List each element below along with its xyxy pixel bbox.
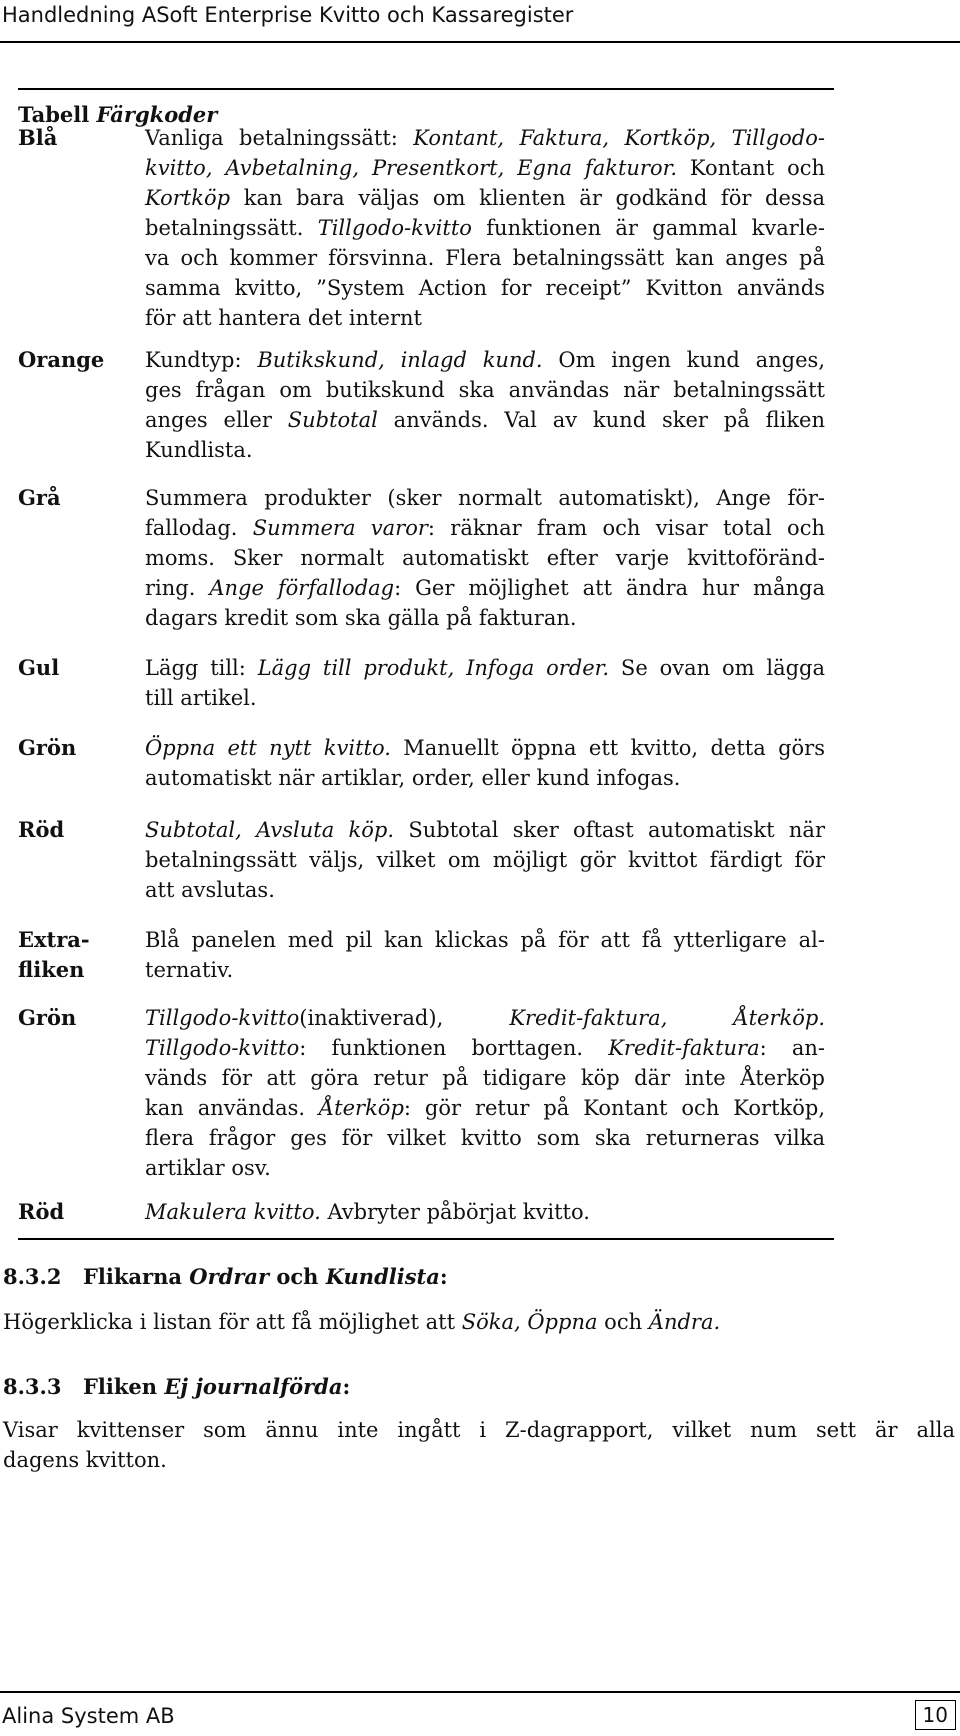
description-line	[145, 573, 825, 603]
section-heading	[3, 1262, 448, 1292]
text-run: Blå panelen med pil kan klickas på för att få ytterligare al-	[145, 928, 825, 952]
table-bottom-rule	[18, 1238, 834, 1240]
table-caption-prefix: Tabell	[18, 102, 90, 127]
text-run: : funktionen borttagen.	[299, 1036, 609, 1060]
emphasis-text: Kredit-faktura	[608, 1036, 760, 1060]
description-line	[145, 1197, 825, 1227]
text-run: Subtotal sker oftast automatiskt när	[394, 818, 825, 842]
table-caption-title: Färgkoder	[96, 102, 218, 127]
paragraph-line	[3, 1445, 955, 1475]
emphasis-text: Ej journalförda	[164, 1374, 343, 1399]
text-run: att avslutas.	[145, 878, 275, 902]
description-line	[145, 483, 825, 513]
emphasis-text: Tillgodo-kvitto	[317, 216, 472, 240]
text-run: Summera produkter (sker normalt automatiskt), Ange för-	[145, 486, 825, 510]
text-run: till artikel.	[145, 686, 257, 710]
description-line	[145, 955, 825, 985]
color-label-text: Orange	[18, 347, 105, 372]
text-run: vänds för att göra retur på tidigare köp där inte Återköp	[145, 1066, 825, 1090]
text-run: betalningssätt väljs, vilket om möjligt gör kvittot färdigt för	[145, 848, 825, 872]
emphasis-text: Butikskund, inlagd kund.	[257, 348, 543, 372]
emphasis-text: kvitto, Avbetalning, Presentkort, Egna fakturor.	[145, 156, 677, 180]
text-run: Fliken	[83, 1374, 165, 1399]
table-top-rule	[18, 88, 834, 90]
description-line	[145, 1153, 825, 1183]
running-header: Handledning ASoft Enterprise Kvitto och Kassaregister	[2, 3, 574, 27]
text-run: flera frågor ges för vilket kvitto som ska returneras vilka	[145, 1126, 825, 1150]
description-line	[145, 653, 825, 683]
paragraph-line	[3, 1415, 955, 1445]
color-label	[18, 815, 64, 845]
text-run: (inaktiverad),	[299, 1006, 510, 1030]
description-line	[145, 213, 825, 243]
text-run: automatiskt när artiklar, order, eller kund infogas.	[145, 766, 681, 790]
description-line	[145, 123, 825, 153]
text-run: : an-	[759, 1036, 825, 1060]
emphasis-text: Kortköp	[145, 186, 231, 210]
text-run: : gör retur på Kontant och Kortköp,	[403, 1096, 826, 1120]
emphasis-text: Ange förfallodag	[209, 576, 395, 600]
text-run: va och kommer försvinna. Flera betalningssätt kan anges på	[145, 246, 825, 270]
color-label	[18, 345, 104, 375]
header-rule	[0, 41, 960, 43]
emphasis-text: Summera varor	[252, 516, 428, 540]
description-line	[145, 683, 825, 713]
text-run: Lägg till:	[145, 656, 258, 680]
description-line	[145, 815, 825, 845]
text-run: Visar kvittenser som ännu inte ingått i Z-dagrapport, vilket num sett är alla	[3, 1418, 955, 1442]
section-number: 8.3.3	[3, 1374, 62, 1399]
text-run: :	[342, 1374, 351, 1399]
description-line	[145, 763, 825, 793]
color-label-text: Extra-	[18, 927, 90, 952]
text-run: samma kvitto, ”System Action for receipt” Kvitton används	[145, 276, 825, 300]
section-number: 8.3.2	[3, 1264, 62, 1289]
color-description	[145, 1197, 825, 1227]
color-description	[145, 345, 825, 465]
text-run: Flikarna	[83, 1264, 190, 1289]
emphasis-text: Makulera kvitto.	[145, 1200, 321, 1224]
text-run: :	[439, 1264, 448, 1289]
text-run: och	[269, 1264, 326, 1289]
color-label-text: Röd	[18, 1199, 65, 1224]
color-label-text: Grön	[18, 735, 77, 760]
description-line	[145, 1033, 825, 1063]
color-description	[145, 815, 825, 905]
color-label	[18, 483, 61, 513]
text-run: dagars kredit som ska gälla på fakturan.	[145, 606, 577, 630]
description-line	[145, 1123, 825, 1153]
description-line	[145, 303, 825, 333]
color-label	[18, 123, 57, 153]
text-run: betalningssätt.	[145, 216, 318, 240]
emphasis-text: Tillgodo-kvitto	[145, 1036, 300, 1060]
emphasis-text: Återköp	[319, 1096, 404, 1120]
text-run: Kundlista.	[145, 438, 253, 462]
color-description	[145, 925, 825, 985]
description-line	[145, 925, 825, 955]
emphasis-text: Öppna ett nytt kvitto.	[145, 736, 391, 760]
color-label	[18, 733, 76, 763]
text-run: Kundtyp:	[145, 348, 258, 372]
color-label-text: Grön	[18, 1005, 77, 1030]
text-run: för att hantera det internt	[145, 306, 422, 330]
text-run: och	[597, 1310, 649, 1334]
text-run: ring.	[145, 576, 210, 600]
section-heading	[3, 1372, 350, 1402]
color-label-text: Blå	[18, 125, 58, 150]
description-line	[145, 153, 825, 183]
footer-rule	[0, 1691, 960, 1693]
description-line	[145, 733, 825, 763]
description-line	[145, 405, 825, 435]
text-run: moms. Sker normalt automatiskt efter varje kvittoföränd-	[145, 546, 825, 570]
description-line	[145, 375, 825, 405]
description-line	[145, 435, 825, 465]
text-run: Högerklicka i listan för att få möjlighet att	[3, 1310, 462, 1334]
color-label	[18, 653, 59, 683]
text-run: Kontant och	[677, 156, 826, 180]
text-run: artiklar osv.	[145, 1156, 271, 1180]
text-run: Vanliga betalningssätt:	[145, 126, 414, 150]
color-label-text: fliken	[18, 957, 85, 982]
description-line	[145, 273, 825, 303]
description-line	[145, 543, 825, 573]
text-run: kan bara väljas om klienten är godkänd för dessa	[230, 186, 825, 210]
footer-company: Alina System AB	[2, 1704, 175, 1728]
page-number: 10	[915, 1700, 956, 1730]
color-description	[145, 123, 825, 333]
emphasis-text: Ordrar	[189, 1264, 270, 1289]
description-line	[145, 1063, 825, 1093]
text-run: Om ingen kund anges,	[542, 348, 826, 372]
text-run: : räknar fram och visar total och	[427, 516, 825, 540]
description-line	[145, 1093, 825, 1123]
text-run: ternativ.	[145, 958, 234, 982]
color-label	[18, 925, 90, 985]
text-run: fallodag.	[145, 516, 253, 540]
text-run: : Ger möjlighet att ändra hur många	[394, 576, 825, 600]
text-run: Avbryter påbörjat kvitto.	[320, 1200, 590, 1224]
emphasis-text: Kontant, Faktura, Kortköp, Tillgodo-	[413, 126, 825, 150]
description-line	[145, 345, 825, 375]
emphasis-text: Tillgodo-kvitto	[145, 1006, 300, 1030]
emphasis-text: Ändra.	[648, 1310, 721, 1334]
emphasis-text: Söka, Öppna	[461, 1310, 598, 1334]
color-description	[145, 733, 825, 793]
text-run: Se ovan om lägga	[609, 656, 826, 680]
description-line	[145, 513, 825, 543]
description-line	[145, 603, 825, 633]
color-description	[145, 653, 825, 713]
description-line	[145, 243, 825, 273]
section-paragraph	[3, 1307, 955, 1337]
description-line	[145, 845, 825, 875]
emphasis-text: Subtotal	[287, 408, 378, 432]
color-label	[18, 1197, 64, 1227]
color-description	[145, 483, 825, 633]
color-label-text: Röd	[18, 817, 65, 842]
description-line	[145, 875, 825, 905]
emphasis-text: Kundlista	[325, 1264, 440, 1289]
section-paragraph	[3, 1415, 955, 1475]
color-description	[145, 1003, 825, 1183]
text-run: ges frågan om butikskund ska användas när betalningssätt	[145, 378, 825, 402]
color-label-text: Grå	[18, 485, 61, 510]
paragraph-line	[3, 1307, 955, 1337]
text-run: dagens kvitton.	[3, 1448, 167, 1472]
text-run: anges eller	[145, 408, 288, 432]
emphasis-text: Kredit-faktura, Återköp.	[509, 1006, 825, 1030]
description-line	[145, 1003, 825, 1033]
text-run: funktionen är gammal kvarle-	[471, 216, 825, 240]
emphasis-text: Subtotal, Avsluta köp.	[145, 818, 395, 842]
color-label-text: Gul	[18, 655, 60, 680]
text-run: Manuellt öppna ett kvitto, detta görs	[390, 736, 825, 760]
description-line	[145, 183, 825, 213]
emphasis-text: Lägg till produkt, Infoga order.	[257, 656, 610, 680]
color-label	[18, 1003, 76, 1033]
text-run: kan användas.	[145, 1096, 320, 1120]
text-run: används. Val av kund sker på fliken	[377, 408, 826, 432]
